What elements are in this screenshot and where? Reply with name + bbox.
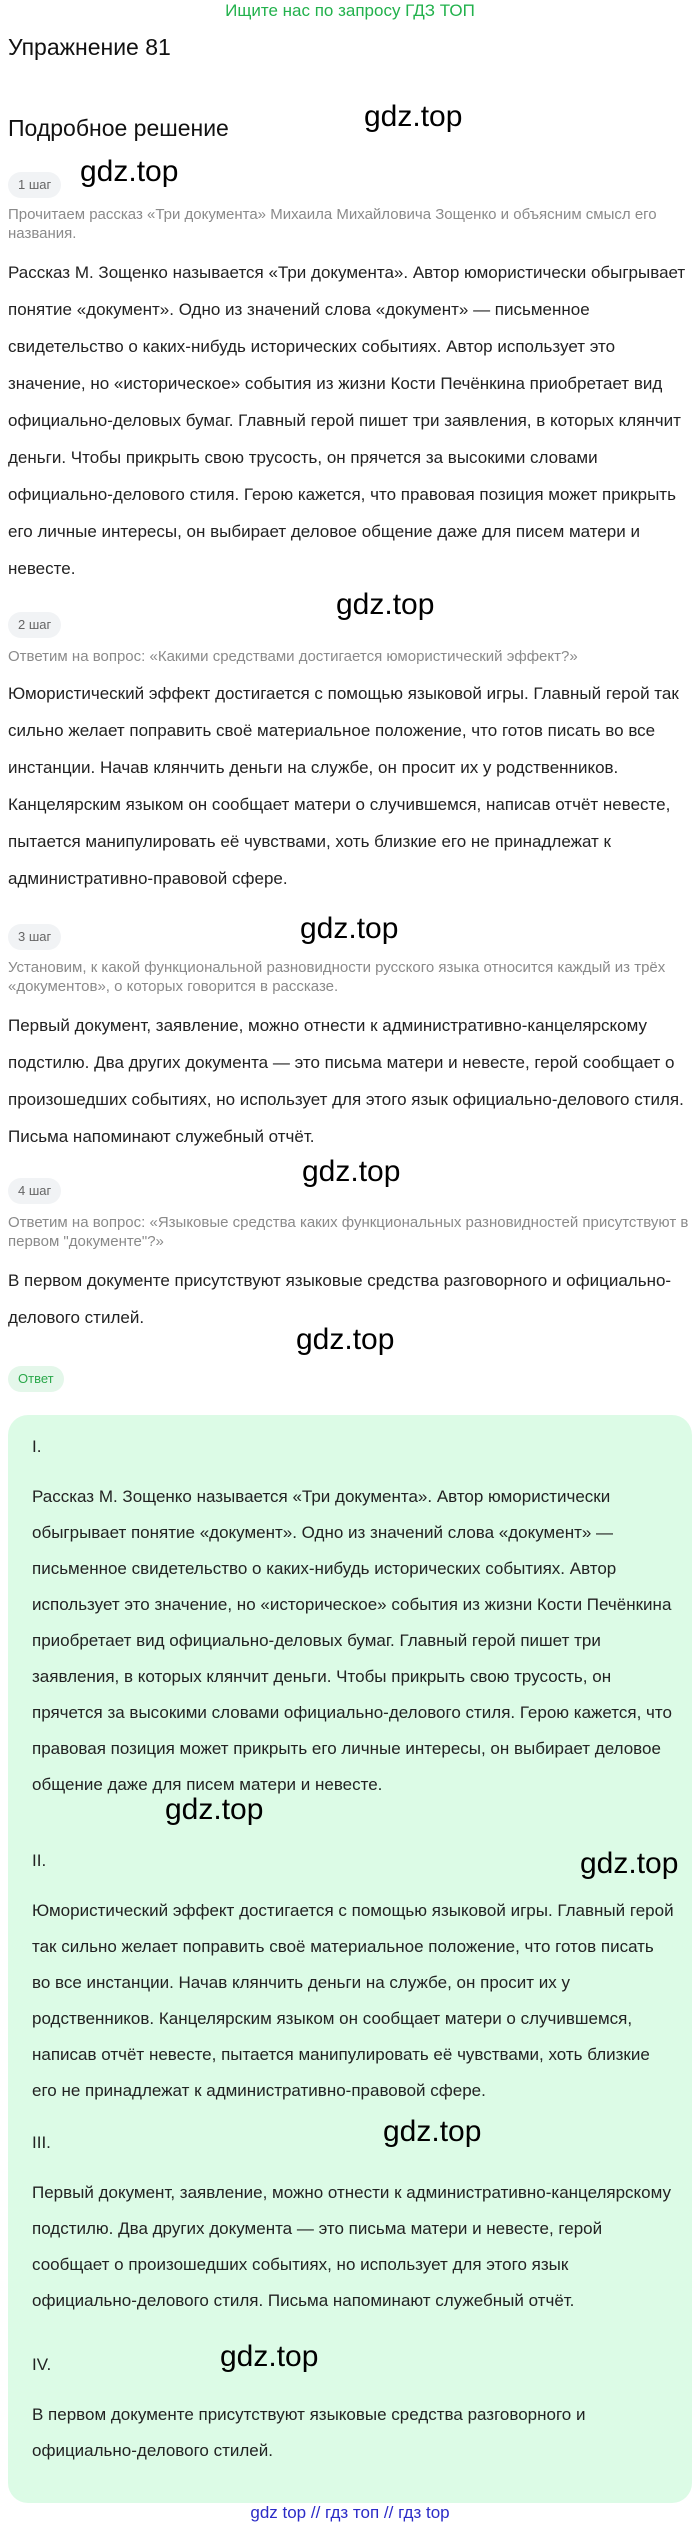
step-chip: 4 шаг <box>8 1178 61 1204</box>
answer-part-number: I. <box>32 1437 42 1456</box>
watermark: gdz.top <box>220 2340 319 2373</box>
answer-part-number: III. <box>32 2133 51 2152</box>
step-task: Прочитаем рассказ «Три документа» Михаила Михайловича Зощенко и объясним смысл его названия. <box>8 206 657 242</box>
answer-part-number: IV. <box>32 2355 52 2374</box>
watermark: gdz.top <box>296 1323 395 1356</box>
section-title: Подробное решение <box>8 115 229 141</box>
footer-link[interactable]: gdz top <box>250 2503 307 2522</box>
answer-part-text: Первый документ, заявление, можно отнести к административно-канцелярскому подстилю. Два других документа — это письма матери и невесте, герой сообщает о произошедших событиях, но использует для этого язык официально-делового стиля. Письма напоминают служебный отчёт. <box>32 2183 672 2310</box>
step-chip: 1 шаг <box>8 172 61 198</box>
watermark: gdz.top <box>302 1155 401 1188</box>
step-text: Первый документ, заявление, можно отнести к административно-канцелярскому подстилю. Два других документа — это письма матери и невесте, герой сообщает о произошедших событиях, но использует для этого язык официально-делового стиля. Письма напоминают служебный отчёт. <box>8 1016 684 1146</box>
watermark: gdz.top <box>383 2115 482 2148</box>
watermark: gdz.top <box>364 100 463 133</box>
step-text: В первом документе присутствуют языковые средства разговорного и официально-делового стилей. <box>8 1271 672 1327</box>
step-chip: 3 шаг <box>8 924 61 950</box>
watermark: gdz.top <box>165 1793 264 1826</box>
step-text: Юмористический эффект достигается с помощью языковой игры. Главный герой так сильно желает поправить своё материальное положение, что готов писать во все инстанции. Начав клянчить деньги на службе, он просит их у родственников. Канцелярским языком он сообщает матери о случившемся, написав отчёт невесте, пытается манипулировать её чувствами, хоть близкие его не принадлежат к административно-правовой сфере. <box>8 684 679 888</box>
exercise-title: Упражнение 81 <box>8 34 171 60</box>
step-task: Ответим на вопрос: «Какими средствами достигается юмористический эффект?» <box>8 648 578 665</box>
watermark: gdz.top <box>580 1847 679 1880</box>
footer-separator: // <box>310 2503 321 2522</box>
answer-box <box>8 1415 692 2503</box>
footer-link[interactable]: гдз top <box>398 2503 450 2522</box>
step-text: Рассказ М. Зощенко называется «Три документа». Автор юмористически обыгрывает понятие «документ». Одно из значений слова «документ» — письменное свидетельство о каких-нибудь исторических событиях. Автор использует это значение, но «историческое» события из жизни Кости Печёнкина приобретает вид официально-деловых бумаг. Главный герой пишет три заявления, в которых клянчит деньги. Чтобы прикрыть свою трусость, он прячется за высокими словами официально-делового стиля. Герою кажется, что правовая позиция может прикрыть его личные интересы, он выбирает деловое общение даже для писем матери и невесте. <box>8 263 686 578</box>
step-task: Установим, к какой функциональной разновидности русского языка относится каждый из трёх «документов», о которых говорится в рассказе. <box>8 959 666 995</box>
footer-link[interactable]: гдз топ <box>325 2503 380 2522</box>
watermark: gdz.top <box>300 912 399 945</box>
step-chip: 2 шаг <box>8 612 61 638</box>
watermark: gdz.top <box>336 588 435 621</box>
answer-part-text: Юмористический эффект достигается с помощью языковой игры. Главный герой так сильно желает поправить своё материальное положение, что готов писать во все инстанции. Начав клянчить деньги на службе, он просит их у родственников. Канцелярским языком он сообщает матери о случившемся, написав отчёт невесте, пытается манипулировать её чувствами, хоть близкие его не принадлежат к административно-правовой сфере. <box>32 1901 674 2100</box>
answer-part-text: В первом документе присутствуют языковые средства разговорного и официально-делового стилей. <box>32 2405 586 2460</box>
step-task: Ответим на вопрос: «Языковые средства каких функциональных разновидностей присутствуют в первом "документе"?» <box>8 1214 689 1250</box>
watermark: gdz.top <box>80 155 179 188</box>
search-hint-link[interactable]: Ищите нас по запросу ГДЗ ТОП <box>225 1 475 20</box>
answer-chip: Ответ <box>8 1366 64 1392</box>
footer-separator: // <box>383 2503 394 2522</box>
answer-part-number: II. <box>32 1851 47 1870</box>
footer-links <box>0 2502 700 2524</box>
answer-part-text: Рассказ М. Зощенко называется «Три документа». Автор юмористически обыгрывает понятие «документ». Одно из значений слова «документ» — письменное свидетельство о каких-нибудь исторических событиях. Автор использует это значение, но «историческое» события из жизни Кости Печёнкина приобретает вид официально-деловых бумаг. Главный герой пишет три заявления, в которых клянчит деньги. Чтобы прикрыть свою трусость, он прячется за высокими словами официально-делового стиля. Герою кажется, что правовая позиция может прикрыть его личные интересы, он выбирает деловое общение даже для писем матери и невесте. <box>32 1487 672 1794</box>
